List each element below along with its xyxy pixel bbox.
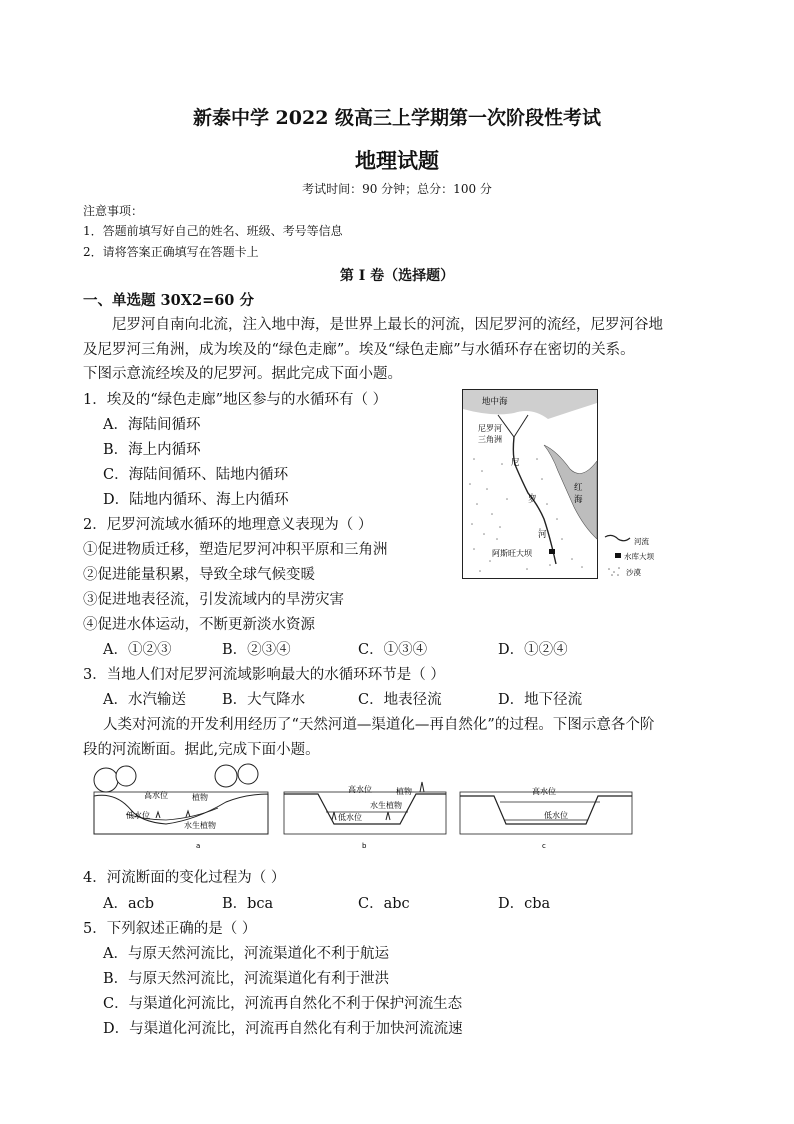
- low-water-label: 低水位: [126, 811, 150, 820]
- option: A．海陆间循环: [103, 417, 201, 433]
- section-label-b: b: [362, 842, 367, 850]
- page-title: 地理试题: [355, 148, 439, 173]
- statement: ④促进水体运动，不断更新淡水资源: [83, 617, 315, 633]
- section-label-c: c: [542, 842, 546, 850]
- option: B．与原天然河流比，河流渠道化有利于泄洪: [103, 971, 390, 987]
- plants-label: 植物: [192, 793, 208, 802]
- aquatic-label: 水生植物: [184, 821, 216, 830]
- high-water-label: 高水位: [532, 787, 556, 796]
- passage-line: 人类对河流的开发利用经历了“天然河道—渠道化—再自然化”的过程。下图示意各个阶: [103, 717, 655, 733]
- plants-label: 植物: [396, 787, 412, 796]
- option: B．②③④: [222, 642, 291, 658]
- legend-desert: 沙漠: [626, 568, 641, 577]
- statement: ②促进能量积累，导致全球气候变暖: [83, 567, 315, 583]
- low-water-label: 低水位: [338, 813, 362, 822]
- river-sections-figure: [86, 762, 646, 857]
- nile-map: [462, 389, 662, 584]
- legend-river-icon: [605, 535, 630, 540]
- question-stem: 2．尼罗河流域水循环的地理意义表现为（ ）: [83, 517, 373, 533]
- option: D．地下径流: [498, 692, 583, 708]
- option: D．陆地内循环、海上内循环: [103, 492, 289, 508]
- statement: ③促进地表径流，引发流域内的旱涝灾害: [83, 592, 344, 608]
- option: B．bca: [222, 896, 274, 912]
- passage-line: 及尼罗河三角洲，成为埃及的“绿色走廊”。埃及“绿色走廊”与水循环存在密切的关系。: [83, 342, 635, 358]
- low-water-label: 低水位: [544, 811, 568, 820]
- question-stem: 1．埃及的“绿色走廊”地区参与的水循环有（ ）: [83, 392, 388, 408]
- red-sea-label-2: 海: [574, 495, 583, 505]
- delta-label-1: 尼罗河: [478, 424, 502, 433]
- section-b: [284, 782, 446, 850]
- high-water-label: 高水位: [348, 785, 372, 794]
- section-c: [460, 786, 632, 850]
- delta-label-2: 三角洲: [478, 435, 502, 444]
- passage-line: 尼罗河自南向北流，注入地中海，是世界上最长的河流，因尼罗河的流经，尼罗河谷地: [112, 317, 663, 333]
- river-label-3: 河: [538, 530, 547, 540]
- red-sea-label-1: 红: [574, 483, 583, 493]
- notes-heading: 注意事项：: [83, 204, 144, 218]
- option: A．水汽输送: [103, 692, 186, 708]
- high-water-label: 高水位: [144, 791, 168, 800]
- option: B．大气降水: [222, 692, 306, 708]
- option: B．海上内循环: [103, 442, 201, 458]
- option: C．abc: [358, 896, 410, 912]
- option: C．与渠道化河流比，河流再自然化不利于保护河流生态: [103, 996, 463, 1012]
- legend-dam: 水库大坝: [624, 552, 654, 561]
- dam-label: 阿斯旺大坝: [492, 549, 532, 558]
- option: D．cba: [498, 896, 551, 912]
- option: A．acb: [103, 896, 155, 912]
- part-heading: 一、单选题 30X2=60 分: [83, 292, 254, 309]
- option: D．①②④: [498, 642, 568, 658]
- option: C．①③④: [358, 642, 428, 658]
- river-label-2: 罗: [528, 495, 537, 505]
- statement: ①促进物质迁移，塑造尼罗河冲积平原和三角洲: [83, 542, 388, 558]
- legend-desert-icon: [608, 567, 620, 576]
- option: C．地表径流: [358, 692, 442, 708]
- dam-marker: [549, 549, 555, 554]
- option: D．与渠道化河流比，河流再自然化有利于加快河流流速: [103, 1021, 463, 1037]
- section-title: 第 I 卷（选择题）: [339, 268, 455, 284]
- passage-line: 段的河流断面。据此,完成下面小题。: [83, 742, 320, 758]
- legend-dam-icon: [615, 553, 621, 558]
- note-item: 1．答题前填写好自己的姓名、班级、考号等信息: [83, 224, 343, 238]
- section-label-a: a: [196, 842, 201, 850]
- question-stem: 5．下列叙述正确的是（ ）: [83, 921, 257, 937]
- sea-label: 地中海: [482, 397, 508, 407]
- section-a: [94, 764, 268, 850]
- exam-title: 新泰中学 2022 级高三上学期第一次阶段性考试: [192, 107, 602, 129]
- option: A．①②③: [103, 642, 172, 658]
- question-stem: 3．当地人们对尼罗河流域影响最大的水循环环节是（ ）: [83, 667, 445, 683]
- note-item: 2．请将答案正确填写在答题卡上: [83, 245, 259, 259]
- aquatic-label: 水生植物: [370, 801, 402, 810]
- question-stem: 4．河流断面的变化过程为（ ）: [83, 870, 286, 886]
- river-label-1: 尼: [511, 458, 520, 468]
- legend-river: 河流: [634, 537, 649, 546]
- option: A．与原天然河流比，河流渠道化不利于航运: [103, 946, 389, 962]
- option: C．海陆间循环、陆地内循环: [103, 467, 289, 483]
- passage-line: 下图示意流经埃及的尼罗河。据此完成下面小题。: [83, 366, 402, 382]
- exam-info: 考试时间：90 分钟；总分：100 分: [302, 182, 492, 196]
